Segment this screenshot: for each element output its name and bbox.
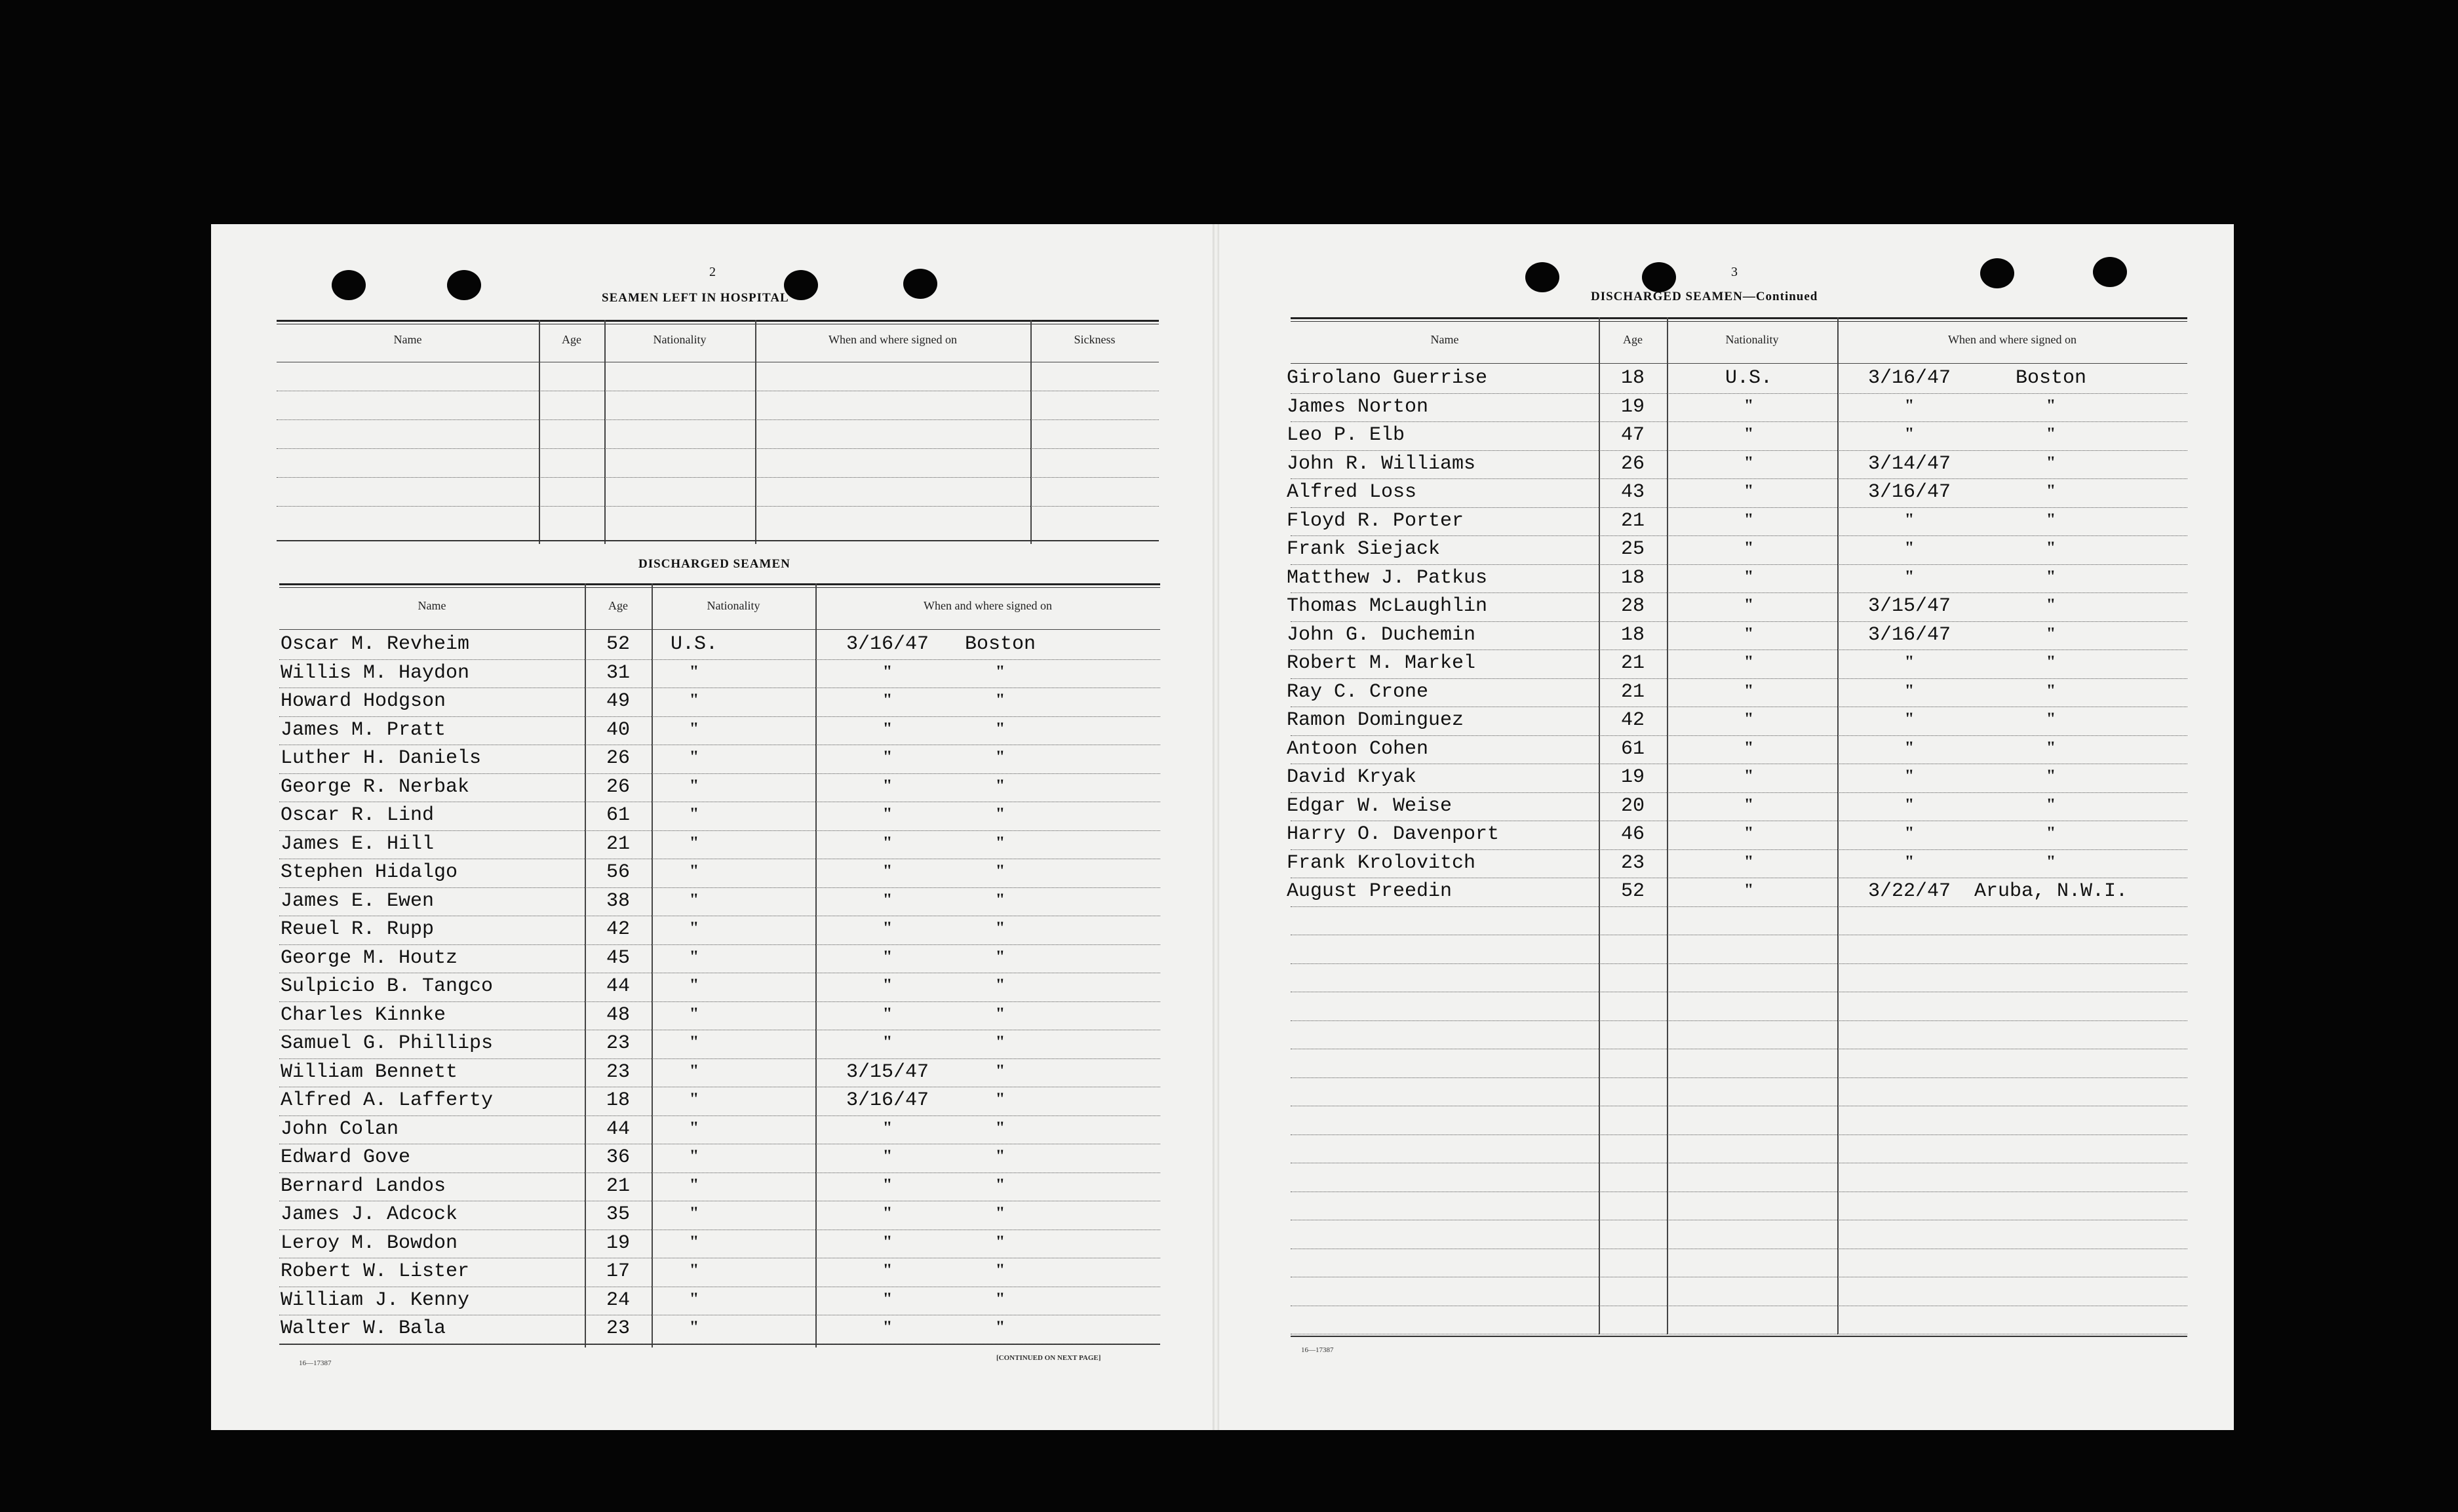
row-signed-on-place: " <box>995 861 1005 880</box>
column-header-name: Name <box>393 333 422 346</box>
document-sheet <box>211 224 2234 1430</box>
row-signed-on-date: " <box>882 1317 893 1336</box>
row-signed-on-place: " <box>995 747 1005 766</box>
row-age: 23 <box>606 1060 630 1083</box>
row-name: Oscar R. Lind <box>281 804 435 826</box>
row-nationality: " <box>689 1060 699 1080</box>
row-signed-on-place: " <box>995 1089 1005 1108</box>
row-signed-on-place: " <box>995 804 1005 823</box>
row-age: 26 <box>1620 452 1645 475</box>
row-signed-on-place: " <box>2046 538 2056 557</box>
row-signed-on-date: " <box>882 747 893 766</box>
row-signed-on-date: " <box>1904 851 1915 871</box>
row-nationality: " <box>1744 880 1754 899</box>
row-name: Floyd R. Porter <box>1287 509 1464 532</box>
row-signed-on-place: " <box>995 690 1005 709</box>
row-name: Ramon Dominguez <box>1287 709 1464 731</box>
discharged-table-right <box>1287 317 2187 1340</box>
row-signed-on-place: " <box>2046 652 2056 671</box>
punch-hole <box>784 270 818 300</box>
row-nationality: " <box>689 1174 699 1194</box>
row-nationality: " <box>689 918 699 937</box>
row-name: Alfred A. Lafferty <box>281 1089 494 1112</box>
row-signed-on-date: " <box>882 946 893 966</box>
column-header-sickness: Sickness <box>1074 333 1116 346</box>
row-signed-on-place: " <box>2046 766 2056 785</box>
row-signed-on-date: " <box>882 1289 893 1308</box>
row-signed-on-date: " <box>882 775 893 795</box>
row-name: Harry O. Davenport <box>1287 823 1500 845</box>
row-name: James J. Adcock <box>281 1203 458 1226</box>
row-signed-on-place: " <box>995 661 1005 681</box>
row-nationality: U.S. <box>670 633 718 655</box>
row-signed-on-date: " <box>882 661 893 681</box>
row-nationality: " <box>689 1289 699 1308</box>
row-nationality: " <box>1744 709 1754 728</box>
column-header-name: Name <box>418 599 446 612</box>
row-nationality: " <box>1744 566 1754 586</box>
row-nationality: " <box>1744 481 1754 500</box>
row-signed-on-date: " <box>1904 424 1915 443</box>
left-page <box>211 224 1214 1430</box>
row-signed-on-date: " <box>882 832 893 852</box>
row-signed-on-place: " <box>995 975 1005 994</box>
row-age: 52 <box>1620 880 1645 902</box>
column-header-signed-on: When and where signed on <box>1948 333 2077 346</box>
row-nationality: U.S. <box>1725 367 1772 389</box>
row-nationality: " <box>689 946 699 966</box>
row-signed-on-date: " <box>882 1117 893 1137</box>
row-age: 17 <box>606 1260 630 1283</box>
row-nationality: " <box>689 775 699 795</box>
right-section-title: DISCHARGED SEAMEN—Continued <box>1591 290 1818 303</box>
row-age: 21 <box>1620 652 1645 674</box>
row-signed-on-place: " <box>995 1289 1005 1308</box>
row-signed-on-date: " <box>882 1003 893 1023</box>
row-name: James M. Pratt <box>281 718 446 741</box>
row-age: 23 <box>606 1317 630 1340</box>
row-signed-on-date: " <box>882 975 893 994</box>
row-signed-on-date: " <box>1904 652 1915 671</box>
row-signed-on-date: " <box>882 1231 893 1251</box>
row-age: 21 <box>1620 680 1645 703</box>
row-signed-on-date: " <box>882 918 893 937</box>
row-signed-on-place: " <box>995 918 1005 937</box>
row-name: Sulpicio B. Tangco <box>281 975 494 998</box>
row-age: 61 <box>1620 737 1645 760</box>
row-age: 61 <box>606 804 630 826</box>
column-header-nationality: Nationality <box>653 333 707 346</box>
row-name: Bernard Landos <box>281 1174 446 1197</box>
row-nationality: " <box>1744 737 1754 757</box>
row-age: 43 <box>1620 481 1645 503</box>
row-signed-on-date: " <box>882 804 893 823</box>
row-nationality: " <box>689 889 699 909</box>
row-age: 20 <box>1620 794 1645 817</box>
row-signed-on-date: " <box>882 718 893 738</box>
row-name: Alfred Loss <box>1287 481 1417 503</box>
row-nationality: " <box>689 832 699 852</box>
row-signed-on-place: " <box>2046 623 2056 643</box>
row-age: 26 <box>606 747 630 769</box>
row-name: James Norton <box>1287 395 1429 418</box>
row-signed-on-date: " <box>1904 709 1915 728</box>
row-nationality: " <box>1744 395 1754 415</box>
row-signed-on-place: " <box>2046 452 2056 472</box>
column-header-nationality: Nationality <box>707 599 760 612</box>
row-signed-on-date: " <box>1904 680 1915 700</box>
row-nationality: " <box>1744 424 1754 443</box>
row-name: Antoon Cohen <box>1287 737 1429 760</box>
row-signed-on-place: " <box>2046 424 2056 443</box>
row-signed-on-date: " <box>1904 766 1915 785</box>
row-name: Robert W. Lister <box>281 1260 470 1283</box>
row-nationality: " <box>689 1032 699 1051</box>
row-name: Leroy M. Bowdon <box>281 1231 458 1254</box>
row-age: 56 <box>606 861 630 883</box>
row-signed-on-place: " <box>995 889 1005 909</box>
column-header-signed-on: When and where signed on <box>829 333 957 346</box>
row-age: 45 <box>606 946 630 969</box>
row-signed-on-place: " <box>2046 851 2056 871</box>
row-nationality: " <box>689 1260 699 1279</box>
row-signed-on-date: 3/16/47 <box>1867 367 1951 389</box>
row-age: 23 <box>606 1032 630 1055</box>
row-nationality: " <box>1744 452 1754 472</box>
row-age: 44 <box>606 975 630 998</box>
row-signed-on-date: 3/16/47 <box>846 633 929 655</box>
row-name: Edgar W. Weise <box>1287 794 1453 817</box>
row-signed-on-date: " <box>882 861 893 880</box>
row-name: Samuel G. Phillips <box>281 1032 494 1055</box>
row-name: Frank Krolovitch <box>1287 851 1476 874</box>
row-signed-on-date: " <box>882 1260 893 1279</box>
row-nationality: " <box>689 690 699 709</box>
row-signed-on-date: " <box>1904 737 1915 757</box>
row-signed-on-place: " <box>995 1032 1005 1051</box>
punch-hole <box>1525 262 1559 292</box>
row-nationality: " <box>689 804 699 823</box>
row-name: Reuel R. Rupp <box>281 918 435 940</box>
row-name: James E. Hill <box>281 832 435 855</box>
row-age: 49 <box>606 690 630 712</box>
row-name: Robert M. Markel <box>1287 652 1476 674</box>
punch-hole <box>903 269 937 299</box>
row-age: 18 <box>1620 623 1645 646</box>
row-signed-on-date: 3/16/47 <box>846 1089 929 1112</box>
column-header-age: Age <box>1623 333 1643 346</box>
row-signed-on-date: 3/15/47 <box>1867 595 1951 617</box>
row-age: 40 <box>606 718 630 741</box>
row-name: Stephen Hidalgo <box>281 861 458 883</box>
row-nationality: " <box>1744 509 1754 529</box>
row-name: John Colan <box>281 1117 399 1140</box>
row-name: Charles Kinnke <box>281 1003 446 1026</box>
row-signed-on-place: Boston <box>964 633 1036 655</box>
hospital-section-title: SEAMEN LEFT IN HOSPITAL <box>602 291 789 305</box>
row-age: 47 <box>1620 424 1645 446</box>
row-age: 18 <box>606 1089 630 1112</box>
row-age: 35 <box>606 1203 630 1226</box>
column-header-nationality: Nationality <box>1725 333 1779 346</box>
column-header-name: Name <box>1430 333 1459 346</box>
row-signed-on-date: " <box>882 690 893 709</box>
row-nationality: " <box>689 718 699 738</box>
row-signed-on-date: " <box>882 889 893 909</box>
hospital-table <box>277 320 1159 544</box>
row-signed-on-place: " <box>995 1174 1005 1194</box>
row-age: 19 <box>606 1231 630 1254</box>
row-signed-on-place: " <box>2046 823 2056 842</box>
row-signed-on-date: 3/22/47 <box>1867 880 1951 902</box>
row-signed-on-date: " <box>882 1146 893 1165</box>
row-name: John R. Williams <box>1287 452 1476 475</box>
right-page <box>1217 224 2234 1430</box>
discharged-table-left <box>279 583 1160 1347</box>
row-age: 21 <box>606 1174 630 1197</box>
row-nationality: " <box>1744 680 1754 700</box>
row-age: 21 <box>606 832 630 855</box>
row-signed-on-date: " <box>882 1174 893 1194</box>
row-age: 31 <box>606 661 630 684</box>
row-nationality: " <box>689 1117 699 1137</box>
row-nationality: " <box>689 861 699 880</box>
row-signed-on-place: " <box>995 1317 1005 1336</box>
row-age: 28 <box>1620 595 1645 617</box>
row-signed-on-place: " <box>995 718 1005 738</box>
row-nationality: " <box>689 661 699 681</box>
row-signed-on-place: " <box>2046 566 2056 586</box>
row-signed-on-date: " <box>882 1032 893 1051</box>
row-age: 23 <box>1620 851 1645 874</box>
row-nationality: " <box>1744 538 1754 557</box>
row-name: Girolano Guerrise <box>1287 367 1488 389</box>
row-nationality: " <box>689 1003 699 1023</box>
row-name: Walter W. Bala <box>281 1317 446 1340</box>
row-nationality: " <box>689 975 699 994</box>
row-age: 21 <box>1620 509 1645 532</box>
row-age: 48 <box>606 1003 630 1026</box>
row-name: George M. Houtz <box>281 946 458 969</box>
row-nationality: " <box>689 747 699 766</box>
row-name: John G. Duchemin <box>1287 623 1476 646</box>
row-signed-on-place: " <box>995 1060 1005 1080</box>
row-age: 19 <box>1620 395 1645 418</box>
row-age: 44 <box>606 1117 630 1140</box>
row-nationality: " <box>1744 823 1754 842</box>
row-name: Howard Hodgson <box>281 690 446 712</box>
row-signed-on-date: " <box>1904 566 1915 586</box>
row-name: William J. Kenny <box>281 1289 470 1311</box>
row-signed-on-place: " <box>2046 481 2056 500</box>
punch-hole <box>332 270 366 300</box>
row-name: George R. Nerbak <box>281 775 470 798</box>
row-age: 42 <box>606 918 630 940</box>
continued-note: [CONTINUED ON NEXT PAGE] <box>996 1354 1101 1362</box>
row-signed-on-place: " <box>2046 509 2056 529</box>
row-signed-on-date: 3/14/47 <box>1867 452 1951 475</box>
row-age: 26 <box>606 775 630 798</box>
row-signed-on-place: Boston <box>2015 367 2087 389</box>
page-number: 3 <box>1731 265 1738 279</box>
row-signed-on-date: " <box>1904 395 1915 415</box>
row-name: Ray C. Crone <box>1287 680 1429 703</box>
row-signed-on-place: " <box>2046 794 2056 814</box>
row-signed-on-date: " <box>1904 823 1915 842</box>
row-name: August Preedin <box>1287 880 1453 902</box>
row-signed-on-place: " <box>995 1117 1005 1137</box>
row-age: 36 <box>606 1146 630 1169</box>
row-age: 46 <box>1620 823 1645 845</box>
row-age: 42 <box>1620 709 1645 731</box>
row-signed-on-place: " <box>995 832 1005 852</box>
row-signed-on-place: " <box>2046 680 2056 700</box>
row-age: 18 <box>1620 367 1645 389</box>
row-age: 38 <box>606 889 630 912</box>
row-nationality: " <box>1744 766 1754 785</box>
row-name: Edward Gove <box>281 1146 411 1169</box>
row-name: Leo P. Elb <box>1287 424 1405 446</box>
column-header-signed-on: When and where signed on <box>924 599 1052 612</box>
punch-hole <box>2093 257 2127 287</box>
row-name: David Kryak <box>1287 766 1417 788</box>
row-name: Willis M. Haydon <box>281 661 470 684</box>
row-signed-on-date: 3/16/47 <box>1867 481 1951 503</box>
row-nationality: " <box>689 1231 699 1251</box>
punch-hole <box>1642 262 1676 292</box>
row-signed-on-place: " <box>995 1260 1005 1279</box>
row-signed-on-place: " <box>2046 709 2056 728</box>
row-name: Matthew J. Patkus <box>1287 566 1488 589</box>
row-age: 18 <box>1620 566 1645 589</box>
row-age: 24 <box>606 1289 630 1311</box>
row-age: 25 <box>1620 538 1645 560</box>
row-nationality: " <box>1744 652 1754 671</box>
row-signed-on-date: " <box>1904 538 1915 557</box>
row-name: William Bennett <box>281 1060 458 1083</box>
row-signed-on-place: " <box>995 1203 1005 1222</box>
row-age: 52 <box>606 633 630 655</box>
row-signed-on-place: " <box>2046 595 2056 614</box>
row-name: Thomas McLaughlin <box>1287 595 1488 617</box>
row-signed-on-date: " <box>882 1203 893 1222</box>
row-signed-on-place: " <box>995 946 1005 966</box>
row-signed-on-place: Aruba, N.W.I. <box>1974 880 2128 902</box>
row-nationality: " <box>689 1203 699 1222</box>
row-signed-on-place: " <box>995 1003 1005 1023</box>
row-signed-on-place: " <box>995 775 1005 795</box>
row-nationality: " <box>689 1146 699 1165</box>
row-name: Frank Siejack <box>1287 538 1441 560</box>
row-signed-on-place: " <box>995 1146 1005 1165</box>
row-name: James E. Ewen <box>281 889 435 912</box>
row-signed-on-place: " <box>995 1231 1005 1251</box>
row-signed-on-date: " <box>1904 509 1915 529</box>
form-number: 16—17387 <box>299 1359 332 1367</box>
punch-hole <box>447 270 481 300</box>
row-signed-on-place: " <box>2046 737 2056 757</box>
row-nationality: " <box>689 1089 699 1108</box>
discharged-section-title: DISCHARGED SEAMEN <box>638 557 790 571</box>
form-number: 16—17387 <box>1301 1346 1334 1354</box>
row-signed-on-date: 3/16/47 <box>1867 623 1951 646</box>
punch-hole <box>1980 258 2014 288</box>
row-nationality: " <box>1744 595 1754 614</box>
row-name: Luther H. Daniels <box>281 747 482 769</box>
column-header-age: Age <box>562 333 581 346</box>
column-header-age: Age <box>608 599 628 612</box>
row-nationality: " <box>1744 794 1754 814</box>
row-signed-on-date: 3/15/47 <box>846 1060 929 1083</box>
row-age: 19 <box>1620 766 1645 788</box>
row-nationality: " <box>1744 623 1754 643</box>
row-nationality: " <box>689 1317 699 1336</box>
page-number: 2 <box>709 265 716 279</box>
row-nationality: " <box>1744 851 1754 871</box>
row-signed-on-place: " <box>2046 395 2056 415</box>
row-name: Oscar M. Revheim <box>281 633 470 655</box>
row-signed-on-date: " <box>1904 794 1915 814</box>
